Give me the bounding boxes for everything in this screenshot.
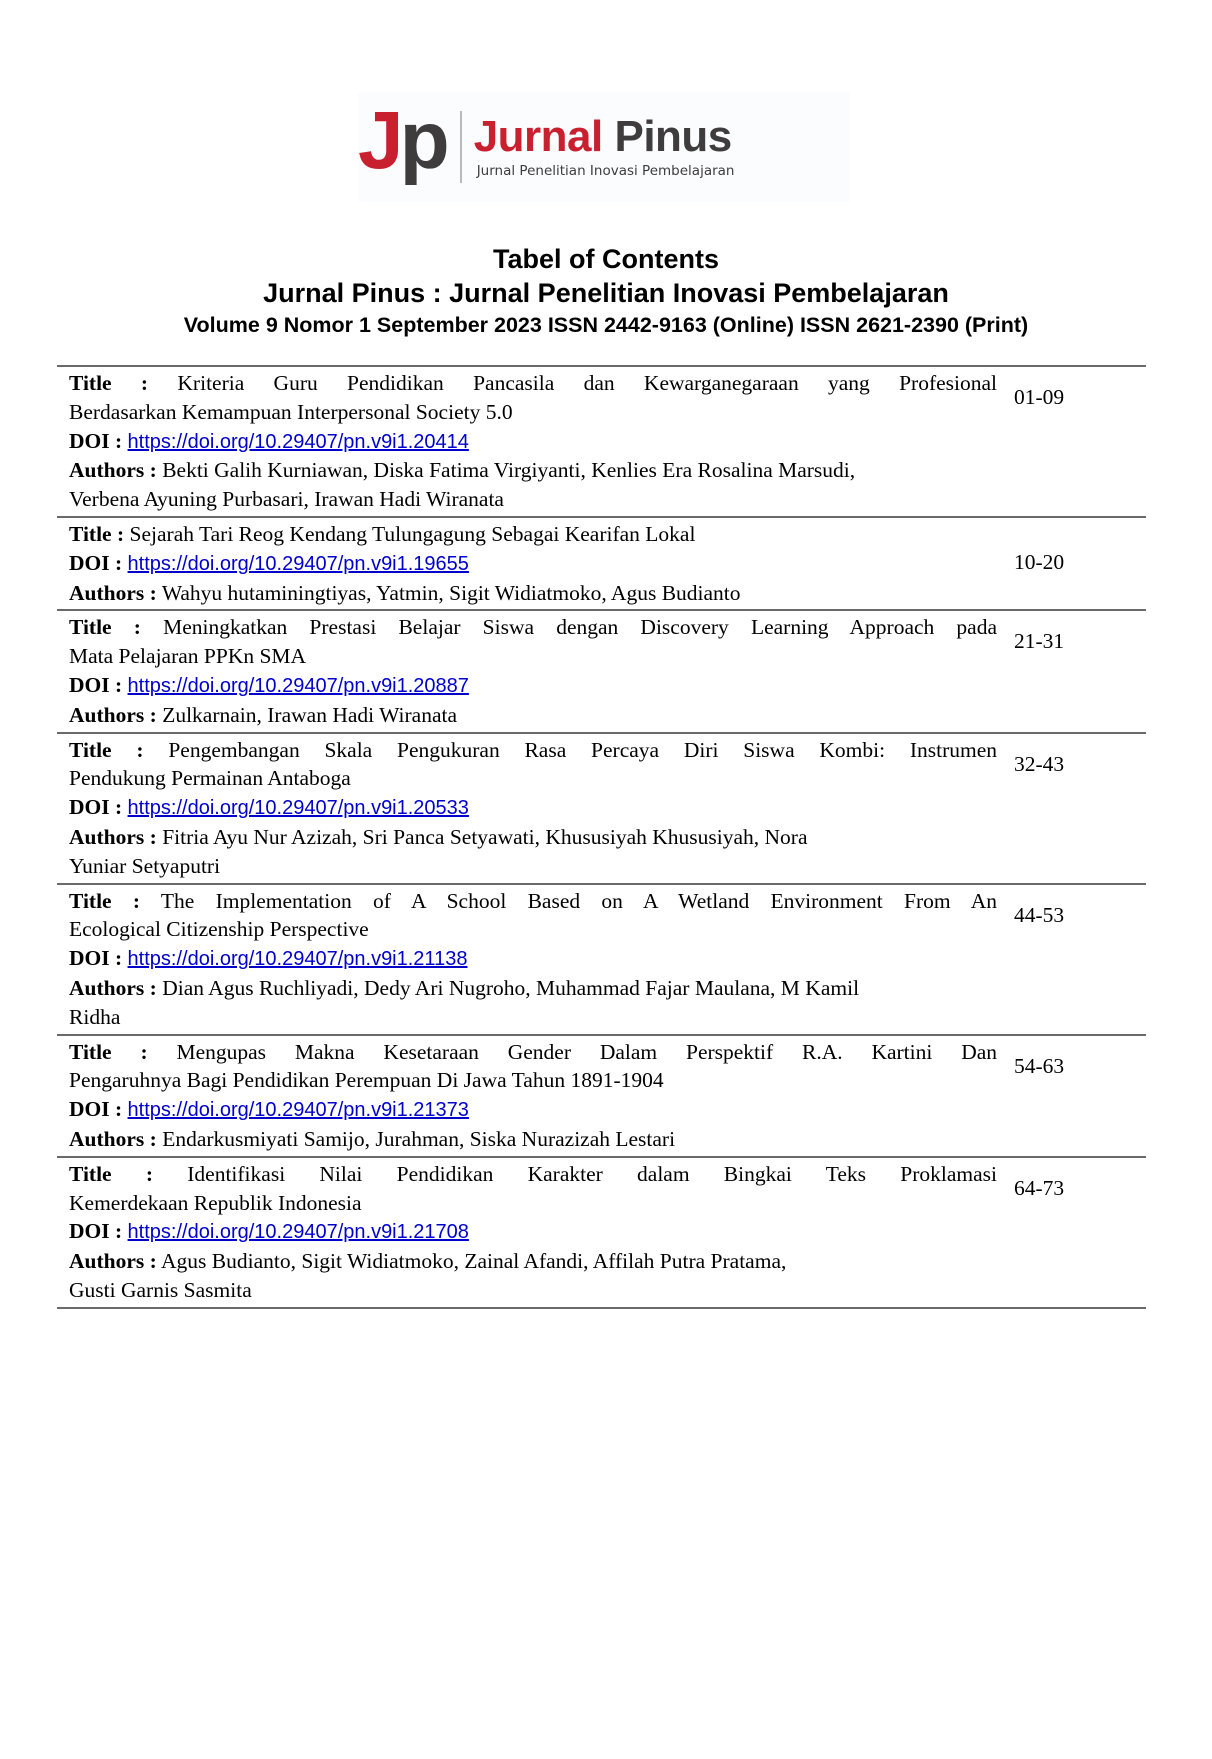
entry-title-line bbox=[69, 520, 997, 549]
entry-title-text: Meningkatkan Prestasi Belajar Siswa dengan Discovery Learning Approach pada bbox=[163, 615, 998, 640]
doi-label: DOI bbox=[69, 795, 110, 820]
entry-authors-text: Agus Budianto, Sigit Widiatmoko, Zainal Afandi, Affilah Putra Pratama, bbox=[161, 1249, 787, 1274]
entry-authors-text: Dian Agus Ruchliyadi, Dedy Ari Nugroho, Muhammad Fajar Maulana, M Kamil bbox=[162, 975, 860, 1000]
entry-doi-line bbox=[69, 549, 997, 579]
entry-title-line bbox=[69, 764, 997, 793]
doi-separator: : bbox=[115, 795, 123, 820]
toc-entry bbox=[57, 885, 1146, 1036]
doi-label: DOI bbox=[69, 550, 110, 575]
doi-link[interactable]: https://doi.org/10.29407/pn.v9i1.21138 bbox=[127, 948, 468, 971]
doi-label: DOI bbox=[69, 1097, 110, 1122]
entry-body bbox=[57, 885, 997, 1034]
journal-name: Jurnal Pinus : Jurnal Penelitian Inovasi Pembelajaran bbox=[263, 278, 949, 308]
doi-link[interactable]: https://doi.org/10.29407/pn.v9i1.19655 bbox=[127, 552, 469, 575]
authors-separator: : bbox=[149, 1126, 157, 1151]
toc-entry bbox=[57, 734, 1146, 885]
entry-body bbox=[57, 611, 997, 731]
entry-title-line bbox=[69, 398, 997, 427]
entry-pages: 64-73 bbox=[1014, 1175, 1065, 1200]
doi-separator: : bbox=[115, 550, 123, 575]
entry-title-line bbox=[69, 613, 997, 642]
entry-authors-text: Ridha bbox=[69, 1004, 121, 1029]
entry-authors-text: Verbena Ayuning Purbasari, Irawan Hadi Wiranata bbox=[69, 487, 504, 512]
logo-name: Jurnal Pinus bbox=[473, 112, 732, 161]
toc-entry bbox=[57, 1158, 1146, 1309]
entry-authors-line bbox=[69, 852, 997, 881]
toc-entry bbox=[57, 367, 1146, 518]
toc-entry bbox=[57, 611, 1146, 733]
authors-label: Authors bbox=[69, 702, 145, 727]
issue-info: Volume 9 Nomor 1 September 2023 ISSN 2442-9163 (Online) ISSN 2621-2390 (Print) bbox=[183, 313, 1029, 337]
title-label: Title bbox=[69, 615, 112, 640]
entry-authors-text: Yuniar Setyaputri bbox=[69, 853, 221, 878]
authors-separator: : bbox=[149, 702, 157, 727]
entry-doi-line bbox=[69, 944, 997, 974]
entry-title-text: The Implementation of A School Based on A Wetland Environment From An bbox=[160, 888, 997, 913]
entry-doi-line bbox=[69, 1217, 997, 1247]
title-separator: : bbox=[145, 1161, 154, 1186]
title-separator: : bbox=[140, 1039, 148, 1064]
entry-doi-line bbox=[69, 1095, 997, 1125]
doi-separator: : bbox=[115, 428, 123, 453]
doi-separator: : bbox=[115, 672, 123, 697]
title-label: Title bbox=[69, 371, 112, 395]
entry-authors-text: Zulkarnain, Irawan Hadi Wiranata bbox=[162, 702, 458, 727]
entry-title-text: Pengaruhnya Bagi Pendidikan Perempuan Di Jawa Tahun 1891-1904 bbox=[69, 1068, 664, 1093]
authors-separator: : bbox=[149, 1249, 157, 1274]
entry-title-line bbox=[69, 1038, 997, 1067]
entry-title-text: Mata Pelajaran PPKn SMA bbox=[69, 644, 307, 669]
entry-title-line bbox=[69, 369, 997, 398]
entry-authors-text: Bekti Galih Kurniawan, Diska Fatima Virgiyanti, Kenlies Era Rosalina Marsudi, bbox=[162, 458, 856, 483]
logo-text bbox=[473, 112, 735, 179]
entry-title-line bbox=[69, 1160, 997, 1189]
authors-label: Authors bbox=[69, 1126, 145, 1151]
entry-body bbox=[57, 367, 997, 516]
entry-title-line bbox=[69, 887, 997, 916]
doi-link[interactable]: https://doi.org/10.29407/pn.v9i1.20414 bbox=[127, 430, 469, 453]
journal-logo bbox=[358, 92, 850, 202]
entry-title-line bbox=[69, 1066, 997, 1095]
entry-title-text: Mengupas Makna Kesetaraan Gender Dalam Perspektif R.A. Kartini Dan bbox=[176, 1039, 998, 1064]
logo-mark-jp: Jp bbox=[358, 95, 446, 186]
entry-authors-text: Wahyu hutaminingtiyas, Yatmin, Sigit Widiatmoko, Agus Budianto bbox=[161, 580, 741, 605]
doi-link[interactable]: https://doi.org/10.29407/pn.v9i1.21708 bbox=[127, 1221, 469, 1244]
title-separator: : bbox=[116, 521, 125, 546]
entry-body bbox=[57, 1158, 997, 1307]
entry-title-text: Berdasarkan Kemampuan Interpersonal Society 5.0 bbox=[69, 399, 513, 424]
entry-authors-line bbox=[69, 485, 997, 514]
logo-subtitle: Jurnal Penelitian Inovasi Pembelajaran bbox=[476, 163, 735, 179]
entry-pages: 44-53 bbox=[1014, 902, 1065, 927]
entry-title-text: Identifikasi Nilai Pendidikan Karakter dalam Bingkai Teks Proklamasi bbox=[187, 1161, 997, 1186]
entry-doi-line bbox=[69, 793, 997, 823]
authors-label: Authors bbox=[69, 580, 145, 605]
entry-title-line bbox=[69, 736, 997, 765]
authors-label: Authors bbox=[69, 458, 145, 483]
doi-link[interactable]: https://doi.org/10.29407/pn.v9i1.20533 bbox=[127, 797, 469, 820]
entry-title-text: Pengembangan Skala Pengukuran Rasa Percaya Diri Siswa Kombi: Instrumen bbox=[168, 737, 998, 762]
entry-title-line bbox=[69, 1189, 997, 1218]
table-of-contents bbox=[57, 365, 1146, 1309]
entry-authors-line bbox=[69, 579, 997, 608]
entry-authors-line bbox=[69, 456, 997, 485]
doi-separator: : bbox=[115, 1219, 123, 1244]
authors-separator: : bbox=[149, 824, 157, 849]
toc-entry bbox=[57, 518, 1146, 611]
entry-authors-line bbox=[69, 701, 997, 730]
doi-label: DOI bbox=[69, 1219, 110, 1244]
entry-authors-line bbox=[69, 1247, 997, 1276]
entry-title-text: Sejarah Tari Reog Kendang Tulungagung Sebagai Kearifan Lokal bbox=[129, 521, 696, 546]
entry-pages: 54-63 bbox=[1014, 1053, 1065, 1078]
doi-separator: : bbox=[115, 1097, 123, 1122]
entry-title-text: Kriteria Guru Pendidikan Pancasila dan Kewarganegaraan yang Profesional bbox=[177, 371, 998, 395]
entry-pages: 01-09 bbox=[1014, 385, 1065, 409]
title-label: Title bbox=[69, 1161, 112, 1186]
title-separator: : bbox=[132, 888, 141, 913]
title-separator: : bbox=[136, 737, 144, 762]
entry-authors-line bbox=[69, 974, 997, 1003]
entry-authors-line bbox=[69, 1276, 997, 1305]
doi-separator: : bbox=[115, 946, 123, 971]
authors-label: Authors bbox=[69, 975, 145, 1000]
entry-body bbox=[57, 518, 997, 609]
entry-doi-line bbox=[69, 671, 997, 701]
doi-label: DOI bbox=[69, 672, 110, 697]
doi-label: DOI bbox=[69, 428, 110, 453]
entry-pages: 10-20 bbox=[1014, 549, 1065, 574]
title-label: Title bbox=[69, 737, 112, 762]
entry-doi-line bbox=[69, 427, 997, 457]
authors-separator: : bbox=[149, 458, 157, 483]
doi-label: DOI bbox=[69, 946, 110, 971]
entry-body bbox=[57, 734, 997, 883]
entry-title-text: Kemerdekaan Republik Indonesia bbox=[69, 1190, 362, 1215]
title-separator: : bbox=[140, 371, 149, 395]
title-label: Title bbox=[69, 1039, 112, 1064]
doi-link[interactable]: https://doi.org/10.29407/pn.v9i1.20887 bbox=[127, 674, 469, 697]
entry-authors-text: Endarkusmiyati Samijo, Jurahman, Siska Nurazizah Lestari bbox=[162, 1126, 676, 1151]
entry-title-line bbox=[69, 915, 997, 944]
entry-authors-line bbox=[69, 823, 997, 852]
entry-pages: 32-43 bbox=[1014, 751, 1065, 776]
authors-label: Authors bbox=[69, 1249, 145, 1274]
toc-entry bbox=[57, 1036, 1146, 1158]
doi-link[interactable]: https://doi.org/10.29407/pn.v9i1.21373 bbox=[127, 1099, 469, 1122]
authors-separator: : bbox=[149, 580, 157, 605]
entry-title-text: Pendukung Permainan Antaboga bbox=[69, 766, 351, 791]
entry-body bbox=[57, 1036, 997, 1156]
logo-divider bbox=[460, 111, 462, 183]
title-label: Title bbox=[69, 888, 112, 913]
entry-title-text: Ecological Citizenship Perspective bbox=[69, 917, 369, 942]
entry-pages: 21-31 bbox=[1014, 629, 1065, 654]
title-label: Title bbox=[69, 521, 112, 546]
authors-label: Authors bbox=[69, 824, 145, 849]
entry-authors-text: Gusti Garnis Sasmita bbox=[69, 1277, 252, 1302]
authors-separator: : bbox=[149, 975, 157, 1000]
entry-title-line bbox=[69, 642, 997, 671]
entry-authors-line bbox=[69, 1003, 997, 1032]
page-title: Tabel of Contents bbox=[493, 244, 719, 274]
entry-authors-line bbox=[69, 1125, 997, 1154]
entry-authors-text: Fitria Ayu Nur Azizah, Sri Panca Setyawati, Khususiyah Khususiyah, Nora bbox=[162, 824, 808, 849]
title-separator: : bbox=[133, 615, 141, 640]
